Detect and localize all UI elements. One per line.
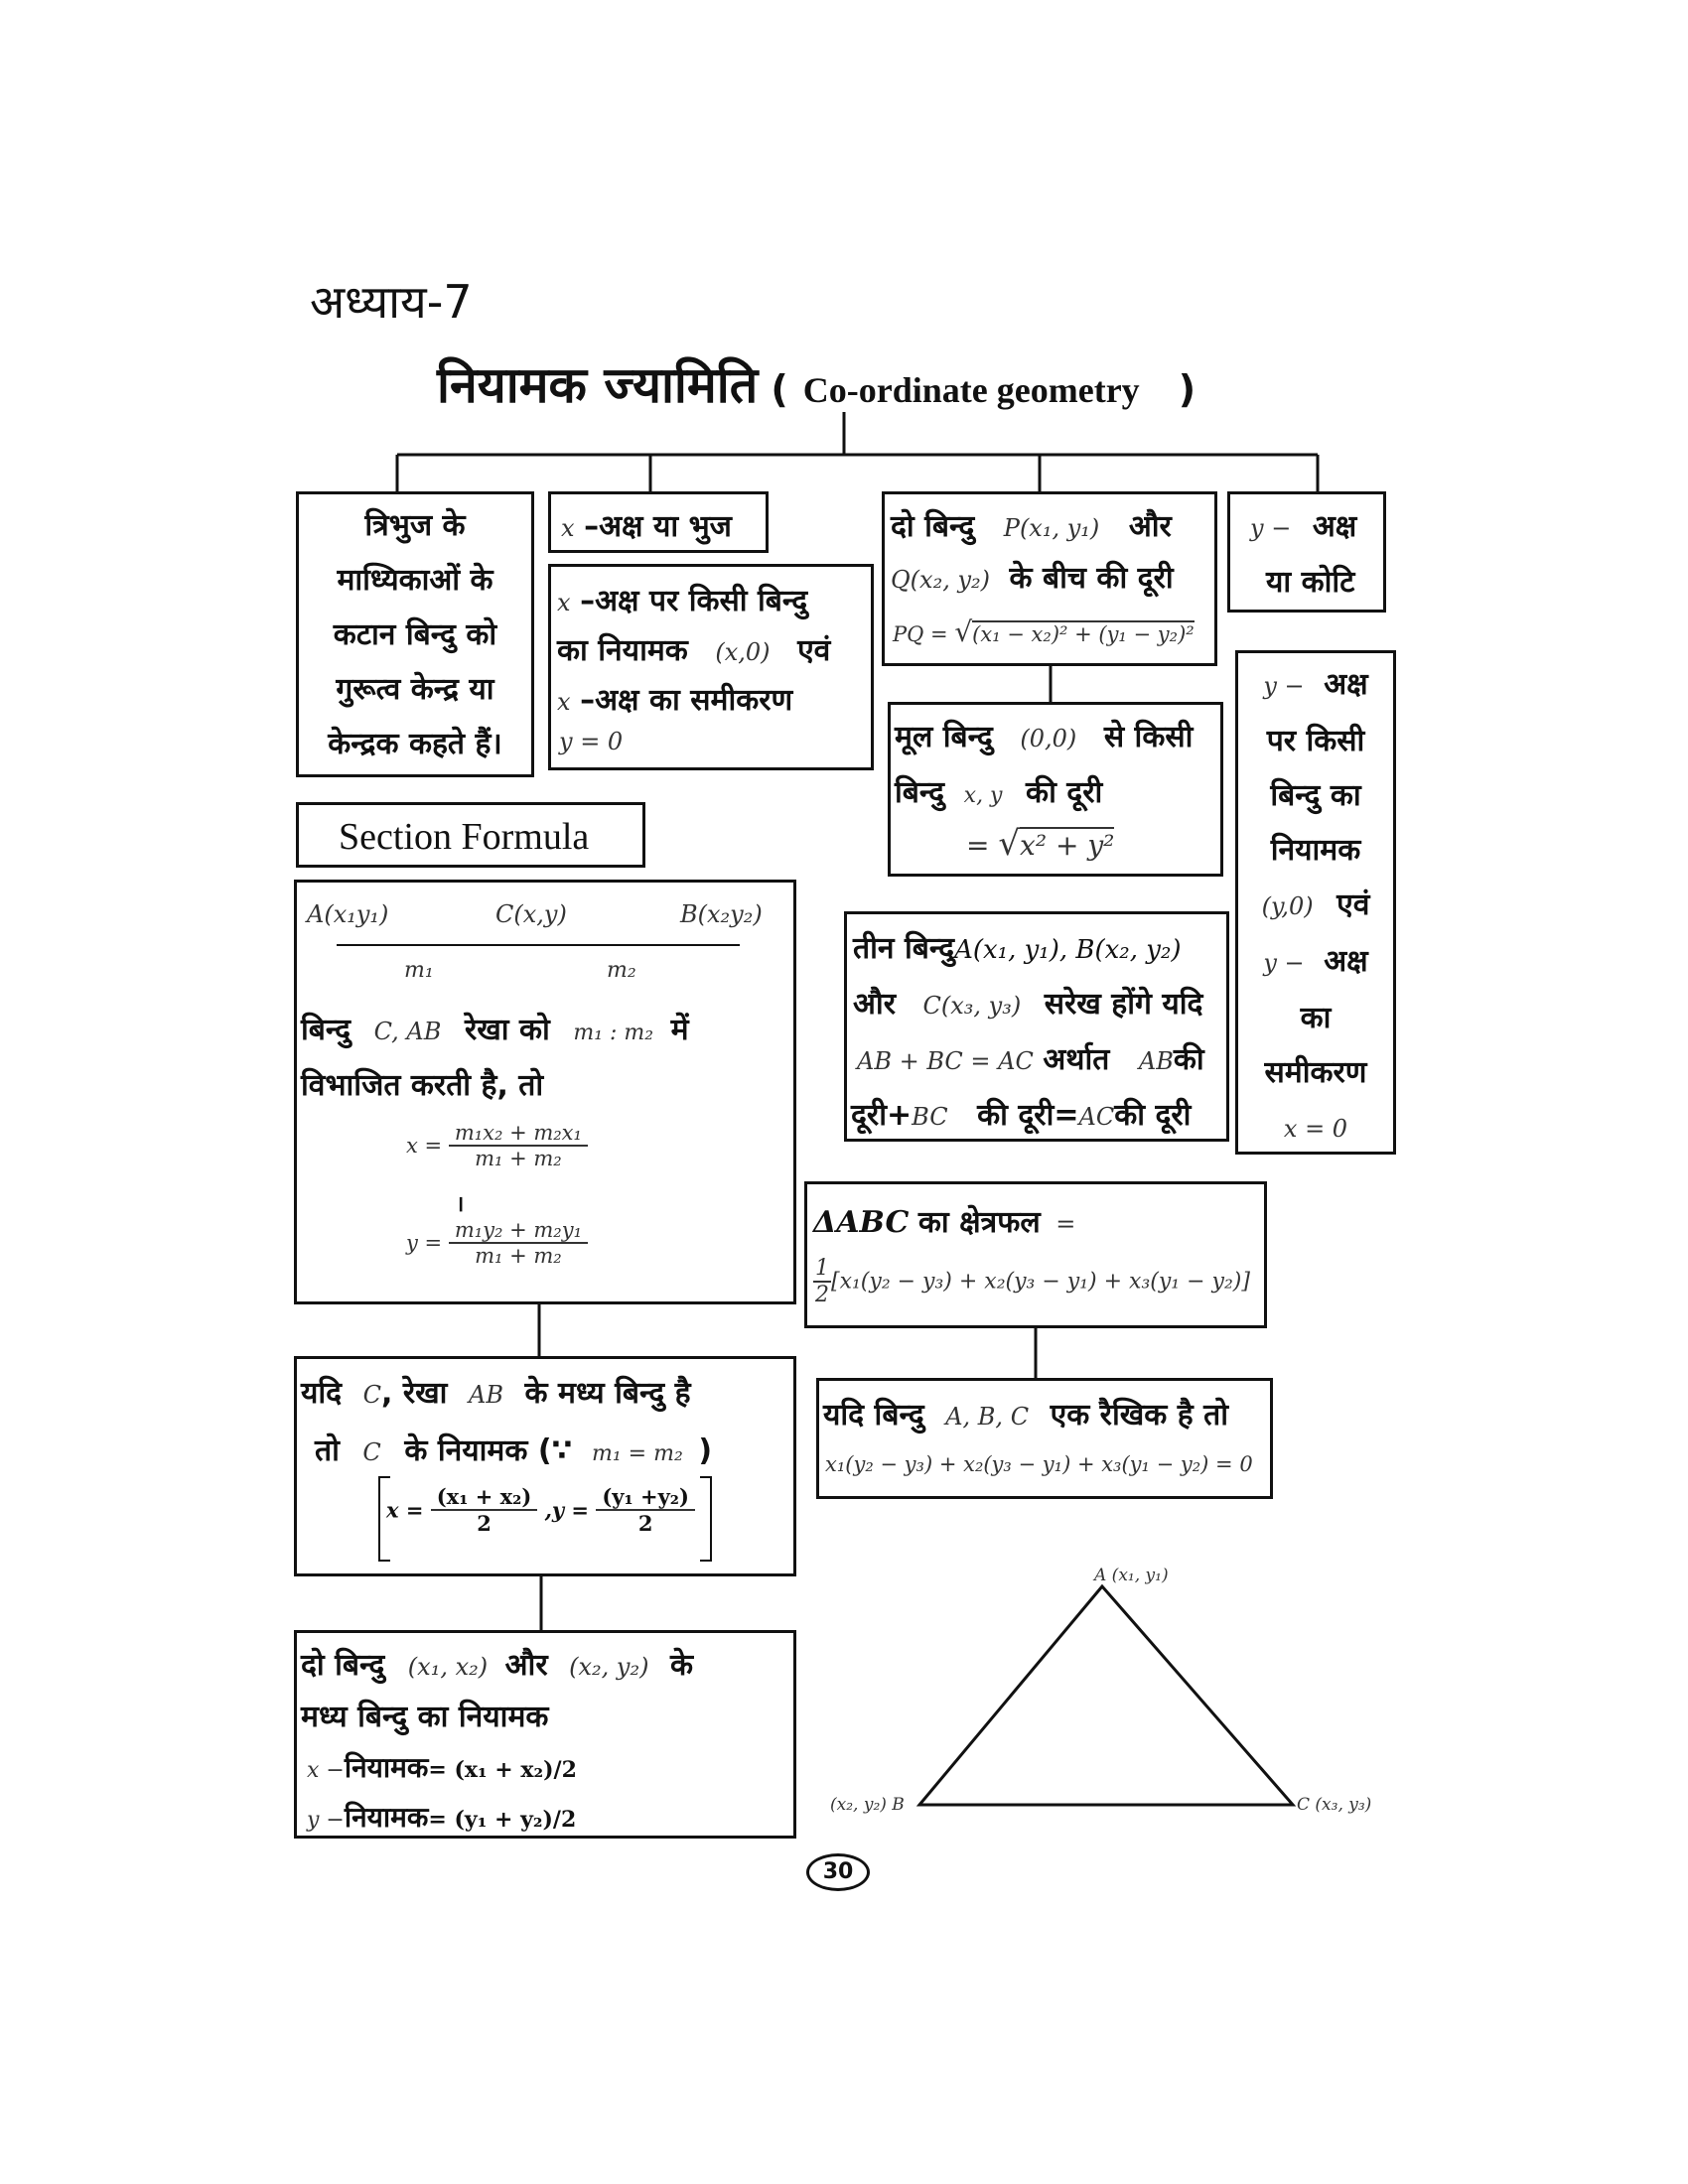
distance-lhs: PQ = — [893, 622, 948, 646]
midpoint2-line-1d: (x₂, y₂) — [569, 1653, 649, 1681]
segment-ab — [337, 944, 740, 946]
centroid-definition-box — [296, 491, 534, 777]
midpoint-y-den: 2 — [637, 1511, 653, 1536]
x-point-line-3: –अक्ष का समीकरण — [580, 683, 793, 718]
x-point-line-2-end: एवं — [797, 633, 831, 668]
collinear-line-3d: की — [1173, 1042, 1204, 1077]
section-y-numerator: m₁y₂ + m₂y₁ — [449, 1218, 588, 1244]
point-a-label: A(x₁y₁) — [307, 900, 389, 928]
midpoint2-line-1c: और — [504, 1648, 548, 1683]
point-c-label: C(x,y) — [495, 900, 567, 928]
midpoint2-line-2: मध्य बिन्दु का नियामक — [301, 1700, 549, 1734]
y-axis-equation: x = 0 — [1283, 1115, 1348, 1143]
page-title — [437, 349, 1196, 417]
distance-line-1b: और — [1128, 509, 1172, 544]
section-x-fraction — [449, 1121, 588, 1170]
collinear-eq: AB + BC = AC — [857, 1047, 1034, 1075]
y-point-var: y − — [1263, 672, 1305, 700]
section-line-1a: बिन्दु — [301, 1013, 352, 1047]
midpoint2-line-1b: (x₁, x₂) — [407, 1653, 489, 1681]
y-axis-point-box — [1235, 650, 1396, 1155]
origin-eq: = — [966, 829, 990, 862]
y-point-line-1: अक्ष — [1324, 667, 1368, 702]
collinear-line-4b: BC — [912, 1103, 948, 1131]
midpoint-line-2b: C — [362, 1438, 381, 1466]
distance-radicand: (x₁ − x₂)² + (y₁ − y₂)² — [972, 622, 1195, 646]
collinear-cond-1c: एक रैखिक है तो — [1050, 1398, 1228, 1433]
area-equals: = — [1055, 1210, 1076, 1238]
collinear-distance-box — [844, 911, 1229, 1142]
origin-sqrt: √ — [998, 824, 1021, 864]
midpoint-y-num: (y₁ +y₂) — [596, 1484, 695, 1511]
page-number-badge — [806, 1853, 870, 1891]
y-point-line-7: का — [1300, 1001, 1332, 1035]
origin-line-1b: से किसी — [1103, 720, 1194, 754]
origin-line-1a: मूल बिन्दु — [895, 720, 993, 754]
area-half-num: 1 — [815, 1256, 829, 1281]
x-axis-var: x — [561, 514, 575, 542]
y-point-line-6: अक्ष — [1324, 944, 1368, 979]
area-expression: [x₁(y₂ − y₃) + x₂(y₃ − y₁) + x₃(y₁ − y₂)] — [831, 1269, 1250, 1295]
section-line-1e: में — [670, 1013, 689, 1047]
midpoint-box — [294, 1356, 796, 1576]
collinear-line-3b: अर्थात — [1043, 1042, 1110, 1077]
title-english: Co-ordinate geometry — [802, 370, 1140, 410]
y-axis-var: y − — [1250, 514, 1292, 542]
y-point-var-2: y − — [1263, 949, 1305, 977]
centroid-line-1: त्रिभुज के — [364, 508, 466, 543]
sqrt-symbol: √ — [954, 615, 973, 648]
section-formula-label-box — [296, 802, 645, 868]
area-half — [813, 1256, 831, 1307]
origin-line-2b: की दूरी — [1026, 775, 1103, 810]
midpoint-line-1b: C — [362, 1381, 382, 1409]
midpoint-line-2a: तो — [315, 1433, 340, 1468]
triangle-label-b: (x₂, y₂) B — [830, 1795, 905, 1815]
distance-line-2: के बीच की दूरी — [1009, 561, 1174, 596]
collinear-point-c: C(x₃, y₃) — [922, 992, 1022, 1020]
triangle-abc — [919, 1586, 1293, 1805]
title-open-paren: ( — [771, 367, 788, 411]
collinear-line-4e: की दूरी — [1114, 1098, 1192, 1133]
midpoint-formula-bracket — [378, 1476, 712, 1562]
distance-point-q: Q(x₂, y₂) — [891, 566, 990, 594]
midpoint-x-den: 2 — [477, 1511, 492, 1536]
triangle-label-c: C (x₃, y₃) — [1297, 1795, 1372, 1815]
section-line-1c: रेखा को — [464, 1013, 550, 1047]
y-point-line-2: पर किसी — [1266, 724, 1365, 758]
x-axis-equation: y = 0 — [559, 728, 624, 755]
x-axis-text: –अक्ष या भुज — [584, 509, 732, 544]
section-line-2: विभाजित करती है, तो — [301, 1068, 544, 1103]
collinear-line-1a: तीन बिन्दु — [853, 931, 955, 966]
origin-line-2a: बिन्दु — [895, 775, 945, 810]
midpoint2-x-eq: = (x₁ + x₂)/2 — [428, 1757, 577, 1783]
collinear-cond-1b: A, B, C — [945, 1403, 1030, 1431]
collinear-cond-1a: यदि बिन्दु — [823, 1398, 924, 1433]
midpoint2-line-1e: के — [670, 1648, 694, 1683]
section-formula-label: Section Formula — [339, 816, 590, 858]
centroid-line-4: गुरूत्व केन्द्र या — [336, 672, 494, 707]
midpoint2-line-1a: दो बिन्दु — [301, 1648, 385, 1683]
area-line-1b: का क्षेत्रफल — [917, 1205, 1041, 1240]
collinear-line-4d: AC — [1078, 1103, 1115, 1131]
centroid-line-2: माध्यिकाओं के — [337, 563, 493, 598]
midpoint-x-lhs: x = — [386, 1497, 424, 1523]
section-x-denominator: m₁ + m₂ — [475, 1147, 562, 1170]
midpoint-line-2d: m₁ = m₂ — [591, 1441, 683, 1466]
midpoint-line-1c: , रेखा — [381, 1376, 448, 1411]
ratio-m1: m₁ — [404, 958, 434, 983]
midpoint-line-1d: AB — [469, 1381, 503, 1409]
midpoint-line-1e: के मध्य बिन्दु है — [524, 1376, 691, 1411]
origin-distance-box — [888, 702, 1223, 877]
midpoint2-x-text: नियामक — [344, 1751, 429, 1784]
distance-line-1a: दो बिन्दु — [891, 509, 975, 544]
section-y-lhs: y = — [406, 1231, 443, 1255]
x-point-coord: (x,0) — [715, 638, 771, 666]
section-y-fraction — [449, 1218, 588, 1268]
y-axis-line-2: या कोटि — [1266, 565, 1355, 600]
y-point-line-4: नियामक — [1270, 833, 1361, 868]
midpoint2-y-text: नियामक — [344, 1801, 429, 1834]
y-axis-text: अक्ष — [1312, 509, 1357, 544]
section-line-1d: m₁ : m₂ — [573, 1021, 654, 1045]
midpoint-line-1a: यदि — [301, 1376, 343, 1411]
area-triangle: ΔABC — [813, 1205, 910, 1240]
y-point-coord-tail: एवं — [1336, 887, 1370, 922]
collinear-line-3c: AB — [1138, 1047, 1174, 1075]
area-half-den: 2 — [815, 1283, 829, 1307]
collinear-cond-equation: x₁(y₂ − y₃) + x₂(y₃ − y₁) + x₃(y₁ − y₂) = 0 — [825, 1452, 1253, 1476]
title-hindi: नियामक ज्यामिति — [437, 356, 759, 414]
midpoint2-y-var: y − — [307, 1808, 345, 1833]
origin-radicand: x² + y² — [1020, 829, 1115, 862]
x-axis-box — [548, 491, 769, 553]
point-b-label: B(x₂y₂) — [680, 900, 763, 928]
x-point-var-3: x — [557, 688, 571, 716]
collinear-line-4a: दूरी+ — [851, 1098, 913, 1133]
triangle-label-a: A (x₁, y₁) — [1094, 1566, 1169, 1585]
collinear-line-2c: सरेख होंगे यदि — [1044, 987, 1203, 1022]
midpoint-line-2e: ) — [698, 1433, 713, 1468]
x-point-var-1: x — [557, 589, 571, 616]
centroid-line-5: केन्द्रक कहते हैं। — [328, 727, 502, 761]
section-formula-box — [294, 880, 796, 1304]
y-point-coord: (y,0) — [1261, 892, 1314, 920]
midpoint-x-num: (x₁ + x₂) — [431, 1484, 538, 1511]
page-number: 30 — [822, 1859, 854, 1884]
section-separator: । — [456, 1192, 465, 1217]
midpoint2-y-eq: = (y₁ + y₂)/2 — [428, 1807, 577, 1833]
section-x-numerator: m₁x₂ + m₂x₁ — [449, 1121, 588, 1147]
section-line-1b: C, AB — [373, 1018, 442, 1045]
midpoint-line-2c: के नियामक (∵ — [404, 1433, 573, 1468]
midpoint-coordinates-box — [294, 1630, 796, 1839]
x-axis-point-box — [548, 564, 874, 770]
midpoint2-x-var: x − — [307, 1758, 345, 1783]
section-y-denominator: m₁ + m₂ — [475, 1244, 562, 1268]
midpoint-y-fraction — [596, 1484, 695, 1536]
distance-point-p: P(x₁, y₁) — [1003, 514, 1100, 542]
collinear-points: A(x₁, y₁), B(x₂, y₂) — [954, 935, 1182, 965]
collinear-condition-box — [816, 1378, 1273, 1499]
collinear-line-4c: की दूरी= — [977, 1098, 1079, 1133]
distance-formula-box — [882, 491, 1217, 666]
collinear-line-2a: और — [853, 987, 896, 1022]
x-point-line-1: –अक्ष पर किसी बिन्दु — [580, 584, 808, 618]
section-x-lhs: x = — [406, 1134, 443, 1158]
ratio-m2: m₂ — [607, 958, 636, 983]
centroid-line-3: कटान बिन्दु को — [333, 617, 497, 652]
origin-point: x, y — [963, 783, 1003, 808]
triangle-area-box — [804, 1181, 1267, 1328]
y-point-line-3: बिन्दु का — [1270, 778, 1361, 813]
chapter-label: अध्याय-7 — [310, 275, 473, 329]
y-point-line-8: समीकरण — [1264, 1055, 1367, 1090]
midpoint-x-fraction — [431, 1484, 538, 1536]
midpoint-y-lhs: ,y = — [544, 1497, 590, 1523]
origin-coord: (0,0) — [1020, 725, 1077, 752]
y-axis-box — [1227, 491, 1386, 613]
x-point-line-2: का नियामक — [557, 633, 688, 668]
title-close-paren: ) — [1178, 367, 1196, 411]
